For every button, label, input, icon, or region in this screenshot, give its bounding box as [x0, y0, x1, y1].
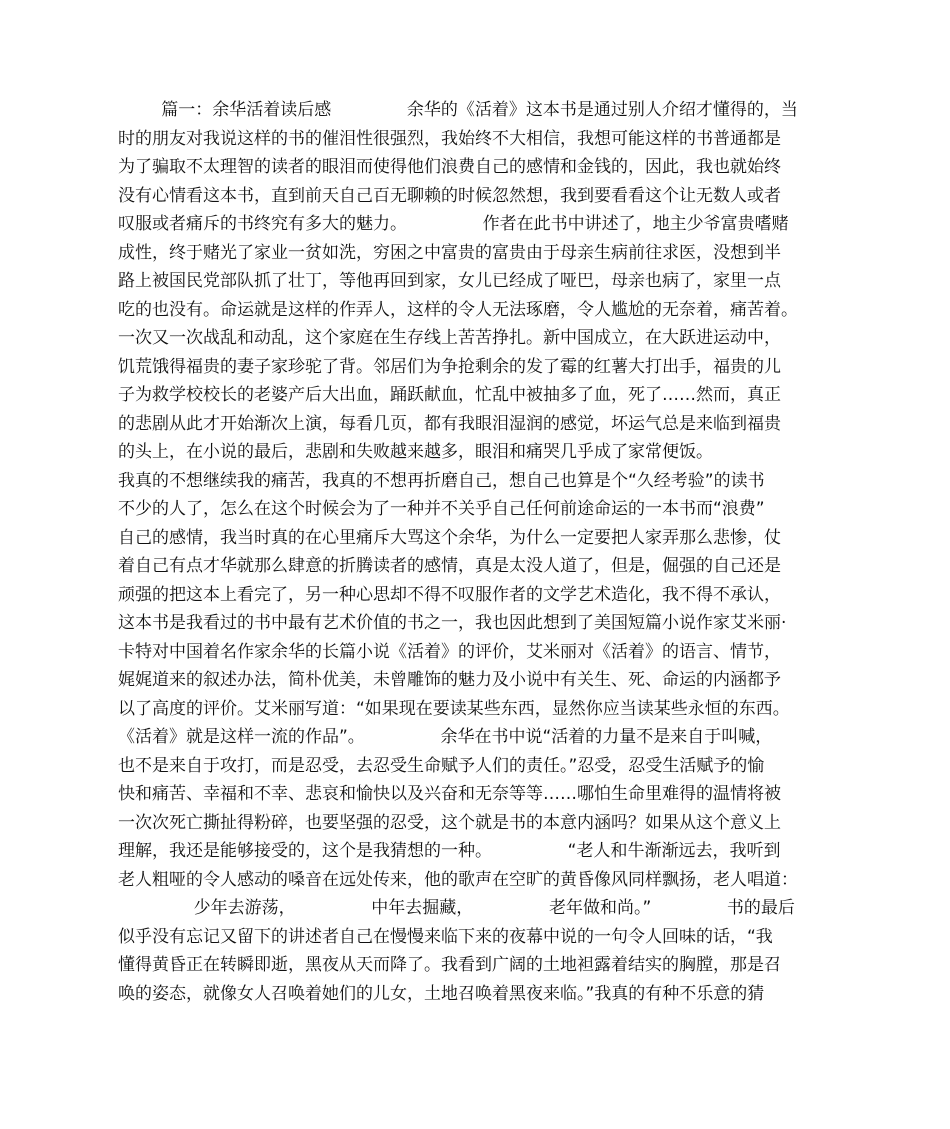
article-body: [118, 96, 838, 1008]
text-line: 娓娓道来的叙述办法，简朴优美，未曾雕饰的魅力及小说中有关生、死、命运的内涵都予: [118, 670, 781, 690]
text-line: 时的朋友对我说这样的书的催泪性很强烈，我始终不大相信，我想可能这样的书普通都是: [118, 128, 781, 149]
text-line: 自己的感情，我当时真的在心里痛斥大骂这个余华，为什么一定要把人家弄那么悲惨，仗: [118, 527, 781, 548]
text-line: 饥荒饿得福贵的妻子家珍驼了背。邻居们为争抢剩余的发了霉的红薯大打出手，福贵的儿: [118, 356, 781, 377]
text-line: 一次又一次战乱和动乱，这个家庭在生存线上苦苦挣扎。新中国成立，在大跃进运动中，: [118, 328, 781, 348]
text-line: 路上被国民党部队抓了壮丁，等他再回到家，女儿已经成了哑巴，母亲也病了，家里一点: [118, 271, 781, 291]
text-line: 《活着》就是这样一流的作品”。 余华在书中说“活着的力量不是来自于叫喊，: [118, 727, 773, 747]
text-line: 成性，终于赌光了家业一贫如洗，穷困之中富贵的富贵由于母亲生病前往求医，没想到半: [118, 242, 781, 263]
text-line: 子为救学校校长的老婆产后大出血，踊跃献血，忙乱中被抽多了血，死了……然而，真正: [118, 385, 781, 405]
text-line: 的头上，在小说的最后，悲剧和失败越来越多，眼泪和痛哭几乎成了家常便饭。: [118, 442, 713, 462]
text-line: 卡特对中国着名作家余华的长篇小说《活着》的评价，艾米丽对《活着》的语言、情节，: [118, 641, 781, 662]
text-line: 我真的不想继续我的痛苦，我真的不想再折磨自己，想自己也算是个“久经考验”的读书: [118, 470, 765, 491]
text-line: 快和痛苦、幸福和不幸、悲哀和愉快以及兴奋和无奈等等……哪怕生命里难得的温情将被: [118, 784, 781, 804]
text-line: 似乎没有忘记又留下的讲述者自己在慢慢来临下来的夜幕中说的一句令人回味的话，“我: [118, 926, 773, 947]
text-line: 老人粗哑的令人感动的嗓音在远处传来，他的歌声在空旷的黄昏像风同样飘扬，老人唱道：: [118, 869, 798, 890]
text-line: 顽强的把这本上看完了，另一种心思却不得不叹服作者的文学艺术造化，我不得不承认，: [118, 584, 781, 605]
text-line: 不少的人了，怎么在这个时候会为了一种并不关乎自己任何前途命运的一本书而“浪费”: [118, 499, 765, 519]
text-line: 篇一：余华活着读后感 余华的《活着》这本书是通过别人介绍才懂得的，当: [118, 100, 798, 120]
text-line: 没有心情看这本书，直到前天自己百无聊赖的时候忽然想，我到要看看这个让无数人或者: [118, 185, 781, 206]
text-line: 理解，我还是能够接受的，这个是我猜想的一种。 “老人和牛渐渐远去，我听到: [118, 841, 781, 861]
text-line: 少年去游荡， 中年去掘藏， 老年做和尚。” 书的最后: [118, 898, 795, 918]
text-line: 的悲剧从此才开始渐次上演，每看几页，都有我眼泪湿润的感觉，坏运气总是来临到福贵: [118, 413, 781, 434]
text-line: 这本书是我看过的书中最有艺术价值的书之一，我也因此想到了美国短篇小说作家艾米丽·: [118, 613, 787, 633]
text-line: 一次次死亡撕扯得粉碎，也要坚强的忍受，这个就是书的本意内涵吗？如果从这个意义上: [118, 812, 781, 833]
text-line: 唤的姿态，就像女人召唤着她们的儿女，土地召唤着黑夜来临。”我真的有种不乐意的猜: [118, 983, 765, 1004]
text-line: 为了骗取不太理智的读者的眼泪而使得他们浪费自己的感情和金钱的，因此，我也就始终: [118, 157, 781, 177]
text-line: 以了高度的评价。艾米丽写道：“如果现在要读某些东西，显然你应当读某些永恒的东西。: [118, 698, 790, 719]
text-line: 懂得黄昏正在转瞬即逝，黑夜从天而降了。我看到广阔的土地袒露着结实的胸膛，那是召: [118, 955, 781, 975]
text-line: 吃的也没有。命运就是这样的作弄人，这样的令人无法琢磨，令人尴尬的无奈着，痛苦着。: [118, 299, 798, 320]
text-line: 也不是来自于攻打，而是忍受，去忍受生命赋予人们的责任。”忍受，忍受生活赋予的愉: [118, 755, 765, 776]
text-line: 叹服或者痛斥的书终究有多大的魅力。 作者在此书中讲述了，地主少爷富贵嗜赌: [118, 214, 789, 234]
text-line: 着自己有点才华就那么肆意的折腾读者的感情，真是太没人道了，但是，倔强的自己还是: [118, 556, 781, 576]
